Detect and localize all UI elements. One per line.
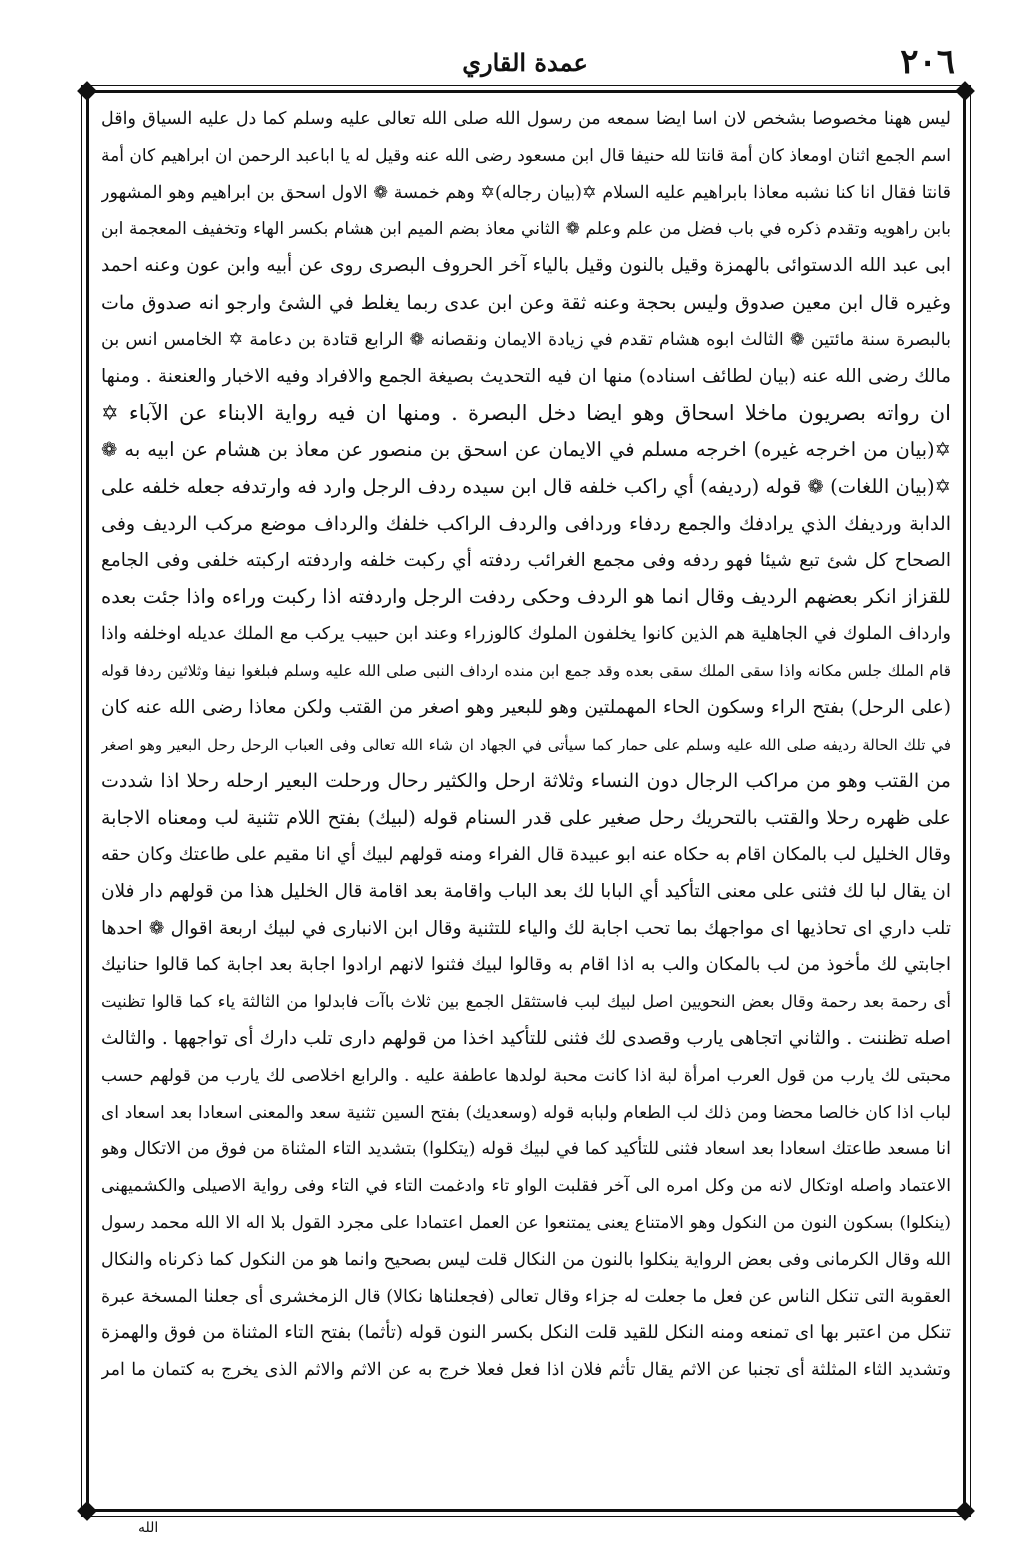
frame-corner-ornament — [77, 1501, 97, 1521]
text-line: الله وقال الكرمانى وفى بعض الرواية ينكلوا بالنون من النكال قلت ليس بصحيح وانما هو من النكول كما ذكرناه والنكال — [101, 1249, 951, 1270]
text-line: تلب داري اى تحاذيها اى مواجهك بما تحب اجابة لك والياء للتثنية وقال ابن الانبارى في لبيك اربعة اقوال ❁ احدها — [101, 917, 951, 939]
text-line: قام الملك جلس مكانه واذا سقى الملك سقى بعده وقد جمع ابن منده ارداف النبى صلى الله عليه وسلم فبلغوا نيفا وثلاثين ردفا قوله — [101, 661, 951, 680]
text-line: انا مسعد طاعتك اسعادا بعد اسعاد فثنى للتأكيد كما في لبيك قوله (يتكلوا) بتشديد التاء المثناة من فوق من الاتكال وهو — [101, 1139, 951, 1160]
text-line: ✡(بيان من اخرجه غيره) اخرجه مسلم في الايمان عن اسحق بن منصور عن معاذ بن هشام عن ابيه به ❁ — [101, 438, 951, 462]
text-line: لباب اذا كان خالصا محضا ومن ذلك لب الطعام ولبابه قوله (وسعديك) بفتح السين تثنية سعد والمعنى اسعادا بعد اسعاد اى — [101, 1102, 951, 1123]
page-header — [95, 40, 955, 88]
text-line: اجابتي لك مأخوذ من لب بالمكان والب به اذا اقام به وقالوا لبيك فثنوا لانهم ارادوا اجابة بعد اجابة كما قالوا حنانيك — [101, 954, 951, 976]
text-line: اصله تظننت . والثاني اتجاهى يارب وقصدى لك فثنى للتأكيد اخذا من قولهم دارى تلب دارك أى تواجهها . والثالث — [101, 1027, 951, 1049]
text-line: (على الرحل) بفتح الراء وسكون الحاء المهملتين وهو للبعير وهو اصغر من القتب ولكن معاذا رضى الله عنه كان — [101, 696, 951, 718]
footer-mark: الله — [138, 1520, 159, 1536]
frame-corner-ornament — [77, 81, 97, 101]
text-line: الاعتماد واصله اوتكال لانه من وكل امره الى آخر فقلبت الواو تاء وادغمت التاء في التاء وفى رواية الاصيلى والكشميهنى — [101, 1176, 951, 1197]
text-line: ليس ههنا مخصوصا بشخص لان اسا ايضا سمعه من رسول الله صلى الله تعالى عليه وسلم كما دل عليه السياق واقل — [101, 109, 951, 129]
text-line: وتشديد الثاء المثلثة أى تجنبا عن الاثم يقال تأثم فلان اذا فعل فعلا خرج به عن الاثم والاثم الذى يخرج به كتمان ما امر — [101, 1360, 951, 1381]
text-line: بابن راهويه وتقدم ذكره في باب فضل من علم وعلم ❁ الثاني معاذ بضم الميم ابن هشام بكسر الهاء وتخفيف المعجمة ابن — [101, 219, 951, 240]
text-line: وارداف الملوك في الجاهلية هم الذين كانوا يخلفون الملوك كالوزراء وعند ابن حبيب يركب مع الملك عديله اوخلفه واذا — [101, 624, 951, 645]
text-line: (ينكلوا) بسكون النون من النكول وهو الامتناع يعنى يمتنعوا عن العمل اعتمادا على مجرد القول بلا اله الا الله محمد رسول — [101, 1212, 951, 1233]
text-line: اسم الجمع اثنان اومعاذ كان أمة قانتا لله حنيفا قال ابن مسعود رضى الله عنه وقيل له يا اباعبد الرحمن ان ابراهيم كان أمة — [101, 145, 951, 166]
text-line: من القتب وهو من مراكب الرجال دون النساء وثلاثة ارحل والكثير رحال ورحلت البعير ارحله رحلا اذا شددت — [101, 770, 951, 793]
text-line: بالبصرة سنة مائتين ❁ الثالث ابوه هشام تقدم في زيادة الايمان ونقصانه ❁ الرابع قتادة بن دعامة ✡ الخامس انس بن — [101, 329, 951, 350]
text-line: تنكل من اعتبر بها اى تمنعه ومنه النكل للقيد قلت النكل بكسر النون قوله (تأثما) بفتح التاء المثناة من فوق والهمزة — [101, 1322, 951, 1344]
text-line: وقال الخليل لب بالمكان اقام به حكاه عنه ابو عبيدة قال الفراء ومنه قولهم لبيك أي انا مقيم على طاعتك وكان حقه — [101, 843, 951, 865]
text-line: وغيره قال ابن معين صدوق وليس بحجة وعنه ثقة وعن ابن عدى ربما يغلط في الشئ وارجو انه صدوق مات — [101, 291, 951, 314]
text-line: أى رحمة بعد رحمة وقال بعض النحويين اصل لبيك لبب فاستثقل الجمع بين ثلاث باآت فابدلوا من الثالثة ياء كما قالوا تظنيت — [101, 992, 951, 1012]
page-number: ٢٠٦ — [900, 42, 955, 82]
frame-corner-ornament — [955, 1501, 975, 1521]
text-line: الصحاح كل شئ تبع شيئا فهو ردفه وفى مجمع الغرائب ردفته أي ركبت خلفه واردفته اركبته خلفى وفى الجامع — [101, 549, 951, 571]
text-line: على ظهره رحلا والقتب بالتحريك رحل صغير على قدر السنام قوله (لبيك) بفتح اللام تثنية لب ومعناه الاجابة — [101, 807, 951, 830]
text-line: للقزاز انكر بعضهم الرديف وقال انما هو الردف وحكى ردفت الرجل واردفته اذا ركبت وراءه واذا جئت بعده — [101, 585, 951, 609]
text-line: محبتى لك يارب من قول العرب امرأة لبة اذا كانت محبة لولدها عاطفة عليه . والرابع اخلاصى لك يارب من قولهم حسب — [101, 1065, 951, 1086]
text-line: الدابة ورديفك الذي يرادفك والجمع ردفاء وردافى والردف الراكب خلفك والرداف موضع مركب الرديف وفى — [101, 512, 951, 535]
text-line: ✡(بيان اللغات) ❁ قوله (رديفه) أي راكب خلفه قال ابن سيده ردف الرجل وارد فه وارتدفه جعله خلفه على — [101, 474, 951, 498]
body-text — [101, 101, 951, 1501]
frame-corner-ornament — [955, 81, 975, 101]
running-title: عمدة القاري — [462, 48, 588, 77]
text-line: قانتا فقال انا كنا نشبه معاذا بابراهيم عليه السلام ✡(بيان رجاله)✡ وهم خمسة ❁ الاول اسحق بن ابراهيم وهو المشهور — [101, 182, 951, 203]
text-line: العقوبة التى تنكل الناس عن فعل ما جعلت له جزاء وقال تعالى (فجعلناها نكالا) قال الزمخشرى أى جعلنا المسخة عبرة — [101, 1286, 951, 1307]
text-line: ابى عبد الله الدستوائى بالهمزة وقيل بالنون وقيل بالياء آخر الحروف البصرى روى عن أبيه وابن عون وعنه احمد — [101, 255, 951, 277]
text-line: في تلك الحالة رديفه صلى الله عليه وسلم على حمار كما سيأتى في الجهاد ان شاء الله تعالى وفى العباب الرحل رحل البعير وهو اصغر — [101, 735, 951, 754]
text-line: ان يقال لبا لك فثنى على معنى التأكيد أي البابا لك بعد الباب واقامة بعد اقامة قال الخليل هذا من قولهم دار فلان — [101, 880, 951, 902]
text-line: مالك رضى الله عنه (بيان لطائف اسناده) منها ان فيه التحديث بصيغة الجمع والافراد وفيه الاخبار والعنعنة . ومنها — [101, 365, 951, 387]
text-line: ان رواته بصريون ماخلا اسحاق وهو ايضا دخل البصرة . ومنها ان فيه رواية الابناء عن الآباء ✡ — [101, 401, 951, 426]
page-frame — [86, 90, 966, 1512]
